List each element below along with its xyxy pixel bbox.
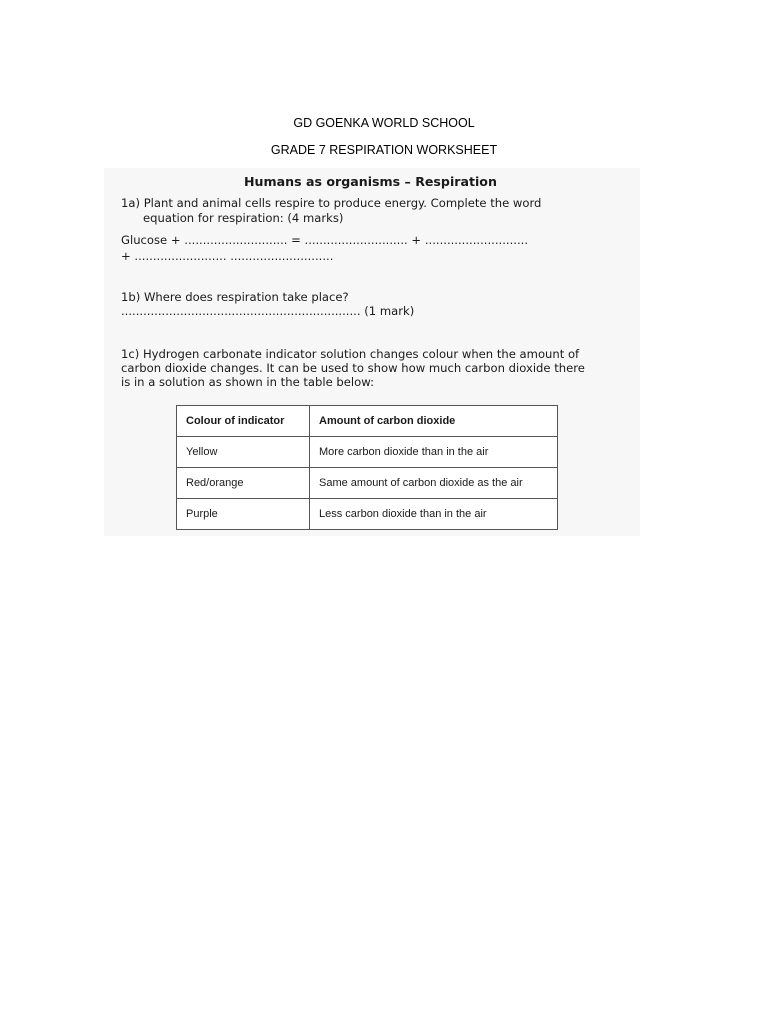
question-1a-line-1: 1a) Plant and animal cells respire to produce energy. Complete the word — [121, 196, 542, 210]
table-row — [177, 499, 558, 530]
table-cell: Purple — [177, 499, 310, 530]
table-cell: Less carbon dioxide than in the air — [310, 499, 558, 530]
word-equation-line-2: + ......................... ............................ — [121, 249, 334, 263]
table-header-row — [177, 406, 558, 437]
question-1c-line-2: carbon dioxide changes. It can be used to show how much carbon dioxide there — [121, 361, 585, 375]
table-header-cell: Amount of carbon dioxide — [310, 406, 558, 437]
table-row — [177, 437, 558, 468]
table-header-cell: Colour of indicator — [177, 406, 310, 437]
table-cell: Yellow — [177, 437, 310, 468]
table-cell: Red/orange — [177, 468, 310, 499]
table-cell: Same amount of carbon dioxide as the air — [310, 468, 558, 499]
question-1b-line-1: 1b) Where does respiration take place? — [121, 290, 349, 304]
indicator-table — [176, 405, 558, 530]
word-equation-line-1: Glucose + ............................ = ............................ + ............................ — [121, 233, 529, 247]
worksheet-heading: Humans as organisms – Respiration — [244, 174, 497, 189]
school-name: GD GOENKA WORLD SCHOOL — [293, 116, 475, 130]
table-row — [177, 468, 558, 499]
question-1c-line-3: is in a solution as shown in the table below: — [121, 375, 374, 389]
table-cell: More carbon dioxide than in the air — [310, 437, 558, 468]
question-1b-answer-line: ................................................................. (1 mark) — [121, 304, 415, 318]
question-1a-line-2: equation for respiration: (4 marks) — [143, 211, 344, 225]
question-1c-line-1: 1c) Hydrogen carbonate indicator solution changes colour when the amount of — [121, 347, 580, 361]
worksheet-title: GRADE 7 RESPIRATION WORKSHEET — [270, 143, 498, 157]
